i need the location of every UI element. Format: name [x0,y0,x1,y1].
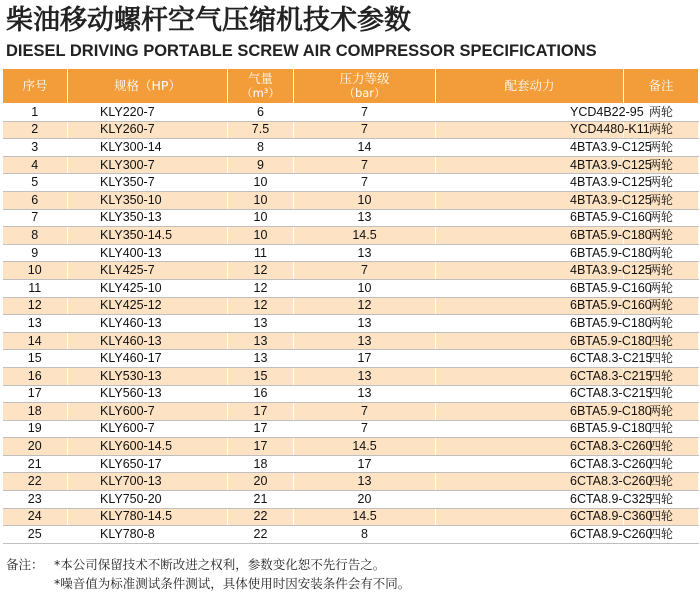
cell-model: KLY350-7 [68,174,228,192]
table-row [3,491,699,509]
table-body [3,104,699,544]
cell-flow: 13 [228,315,294,333]
cell-model: KLY460-17 [68,350,228,368]
cell-no: 4 [3,156,68,174]
cell-no: 12 [3,297,68,315]
cell-model: KLY600-14.5 [68,438,228,456]
table-row [3,438,699,456]
cell-no: 24 [3,508,68,526]
cell-pressure: 13 [294,385,436,403]
cell-pressure: 8 [294,526,436,544]
table-row [3,191,699,209]
cell-no: 19 [3,420,68,438]
cell-model: KLY400-13 [68,244,228,262]
cell-pressure: 7 [294,156,436,174]
table-row [3,244,699,262]
cell-remark: 两轮 [624,121,699,139]
cell-engine: 6CTA8.3-C215 [436,350,624,368]
cell-flow: 22 [228,508,294,526]
cell-model: KLY750-20 [68,491,228,509]
cell-no: 22 [3,473,68,491]
cell-pressure: 12 [294,297,436,315]
page-title: 柴油移动螺杆空气压缩机技术参数 [6,5,411,36]
cell-pressure: 7 [294,104,436,122]
cell-engine: 6BTA5.9-C160 [436,279,624,297]
cell-pressure: 10 [294,191,436,209]
cell-flow: 20 [228,473,294,491]
table-row [3,508,699,526]
header-flow-label: 气量 [247,71,273,86]
specifications-table [2,68,699,544]
cell-engine: 6CTA8.9-C260 [436,526,624,544]
cell-flow: 10 [228,174,294,192]
cell-flow: 10 [228,191,294,209]
cell-pressure: 13 [294,209,436,227]
cell-pressure: 14 [294,139,436,157]
cell-model: KLY425-12 [68,297,228,315]
cell-flow: 12 [228,297,294,315]
table-row [3,297,699,315]
cell-remark: 两轮 [624,227,699,245]
cell-engine: 6BTA5.9-C180 [436,332,624,350]
cell-pressure: 13 [294,332,436,350]
cell-model: KLY600-7 [68,403,228,421]
cell-pressure: 14.5 [294,227,436,245]
cell-engine: 6BTA5.9-C180 [436,244,624,262]
cell-engine: 4BTA3.9-C125 [436,262,624,280]
cell-model: KLY220-7 [68,104,228,122]
cell-remark: 四轮 [624,508,699,526]
cell-flow: 9 [228,156,294,174]
cell-no: 21 [3,455,68,473]
cell-remark: 两轮 [624,174,699,192]
cell-no: 16 [3,367,68,385]
table-row [3,367,699,385]
cell-engine: 6CTA8.3-C260 [436,473,624,491]
cell-engine: 6CTA8.3-C215 [436,367,624,385]
cell-remark: 两轮 [624,403,699,421]
cell-remark: 两轮 [624,244,699,262]
table-row [3,403,699,421]
header-engine: 配套动力 [436,69,624,104]
cell-no: 8 [3,227,68,245]
cell-flow: 15 [228,367,294,385]
cell-engine: 4BTA3.9-C125 [436,191,624,209]
table-row [3,156,699,174]
cell-pressure: 13 [294,315,436,333]
table-row [3,209,699,227]
cell-engine: 6BTA5.9-C160 [436,209,624,227]
header-flow [228,69,294,104]
cell-flow: 18 [228,455,294,473]
cell-model: KLY425-7 [68,262,228,280]
cell-engine: 6BTA5.9-C160 [436,297,624,315]
table-row [3,473,699,491]
cell-flow: 17 [228,420,294,438]
cell-no: 23 [3,491,68,509]
cell-pressure: 13 [294,473,436,491]
table-row [3,104,699,122]
cell-remark: 四轮 [624,491,699,509]
page-subtitle: DIESEL DRIVING PORTABLE SCREW AIR COMPRESSOR SPECIFICATIONS [6,42,597,60]
cell-pressure: 14.5 [294,508,436,526]
cell-flow: 12 [228,262,294,280]
cell-engine: 6BTA5.9-C180 [436,420,624,438]
cell-model: KLY350-14.5 [68,227,228,245]
cell-remark: 两轮 [624,139,699,157]
cell-engine: 6CTA8.3-C215 [436,385,624,403]
cell-model: KLY530-13 [68,367,228,385]
cell-model: KLY425-10 [68,279,228,297]
header-pressure-unit: （bar） [343,86,386,100]
cell-model: KLY700-13 [68,473,228,491]
cell-no: 13 [3,315,68,333]
cell-engine: 6CTA8.9-C325 [436,491,624,509]
table-row [3,121,699,139]
cell-model: KLY600-7 [68,420,228,438]
cell-model: KLY350-10 [68,191,228,209]
cell-no: 15 [3,350,68,368]
cell-flow: 10 [228,227,294,245]
cell-flow: 16 [228,385,294,403]
cell-remark: 两轮 [624,279,699,297]
table-row [3,350,699,368]
header-pressure-label: 压力等级 [339,71,390,86]
cell-flow: 17 [228,403,294,421]
cell-remark: 四轮 [624,350,699,368]
cell-pressure: 10 [294,279,436,297]
table-row [3,279,699,297]
table-row [3,526,699,544]
cell-pressure: 7 [294,420,436,438]
cell-remark: 四轮 [624,385,699,403]
table-row [3,332,699,350]
cell-no: 3 [3,139,68,157]
cell-no: 25 [3,526,68,544]
cell-pressure: 7 [294,174,436,192]
cell-pressure: 14.5 [294,438,436,456]
header-no: 序号 [3,69,68,104]
cell-pressure: 7 [294,403,436,421]
cell-engine: 6CTA8.3-C260 [436,438,624,456]
cell-pressure: 20 [294,491,436,509]
cell-model: KLY260-7 [68,121,228,139]
notes [6,555,410,593]
cell-model: KLY460-13 [68,332,228,350]
cell-flow: 17 [228,438,294,456]
cell-model: KLY780-14.5 [68,508,228,526]
cell-model: KLY650-17 [68,455,228,473]
table-row [3,385,699,403]
cell-flow: 11 [228,244,294,262]
cell-engine: 6BTA5.9-C180 [436,227,624,245]
cell-no: 14 [3,332,68,350]
table-row [3,420,699,438]
notes-label: 备注： [6,557,44,572]
cell-model: KLY350-13 [68,209,228,227]
table-row [3,227,699,245]
cell-model: KLY780-8 [68,526,228,544]
cell-no: 10 [3,262,68,280]
cell-remark: 四轮 [624,332,699,350]
cell-pressure: 7 [294,262,436,280]
cell-flow: 7.5 [228,121,294,139]
cell-no: 2 [3,121,68,139]
cell-flow: 12 [228,279,294,297]
cell-pressure: 17 [294,455,436,473]
cell-no: 6 [3,191,68,209]
cell-no: 1 [3,104,68,122]
cell-remark: 四轮 [624,473,699,491]
cell-remark: 四轮 [624,420,699,438]
header-remark: 备注 [624,69,699,104]
cell-flow: 13 [228,332,294,350]
cell-no: 11 [3,279,68,297]
header-flow-unit: （m³） [241,86,280,100]
cell-engine: 6CTA8.9-C360 [436,508,624,526]
cell-no: 7 [3,209,68,227]
cell-engine: 4BTA3.9-C125 [436,156,624,174]
cell-model: KLY460-13 [68,315,228,333]
cell-flow: 21 [228,491,294,509]
cell-remark: 两轮 [624,104,699,122]
cell-no: 17 [3,385,68,403]
cell-pressure: 13 [294,367,436,385]
note-line: *本公司保留技术不断改进之权利，参数变化恕不先行告之。 [54,557,386,572]
cell-engine: YCD4480-K11 [436,121,624,139]
cell-flow: 22 [228,526,294,544]
cell-engine: 6BTA5.9-C180 [436,403,624,421]
cell-pressure: 7 [294,121,436,139]
cell-remark: 两轮 [624,191,699,209]
cell-flow: 6 [228,104,294,122]
table-row [3,315,699,333]
cell-engine: 4BTA3.9-C125 [436,139,624,157]
cell-remark: 四轮 [624,455,699,473]
cell-no: 18 [3,403,68,421]
cell-engine: 6CTA8.3-C260 [436,455,624,473]
cell-pressure: 17 [294,350,436,368]
header-pressure [294,69,436,104]
cell-remark: 两轮 [624,209,699,227]
cell-remark: 两轮 [624,297,699,315]
cell-remark: 四轮 [624,526,699,544]
note-line: *噪音值为标准测试条件测试，具体使用时因安装条件会有不同。 [54,576,411,591]
cell-remark: 两轮 [624,156,699,174]
cell-model: KLY300-7 [68,156,228,174]
cell-model: KLY300-14 [68,139,228,157]
cell-remark: 四轮 [624,367,699,385]
cell-no: 20 [3,438,68,456]
cell-remark: 两轮 [624,262,699,280]
cell-no: 5 [3,174,68,192]
cell-engine: 6BTA5.9-C180 [436,315,624,333]
cell-flow: 13 [228,350,294,368]
cell-remark: 四轮 [624,438,699,456]
cell-no: 9 [3,244,68,262]
table-row [3,139,699,157]
cell-flow: 10 [228,209,294,227]
cell-remark: 两轮 [624,315,699,333]
table-row [3,455,699,473]
table-row [3,174,699,192]
cell-pressure: 13 [294,244,436,262]
table-header-row [3,69,699,104]
cell-model: KLY560-13 [68,385,228,403]
cell-engine: YCD4B22-95 [436,104,624,122]
cell-flow: 8 [228,139,294,157]
table-row [3,262,699,280]
header-model: 规格（HP） [68,69,228,104]
cell-engine: 4BTA3.9-C125 [436,174,624,192]
